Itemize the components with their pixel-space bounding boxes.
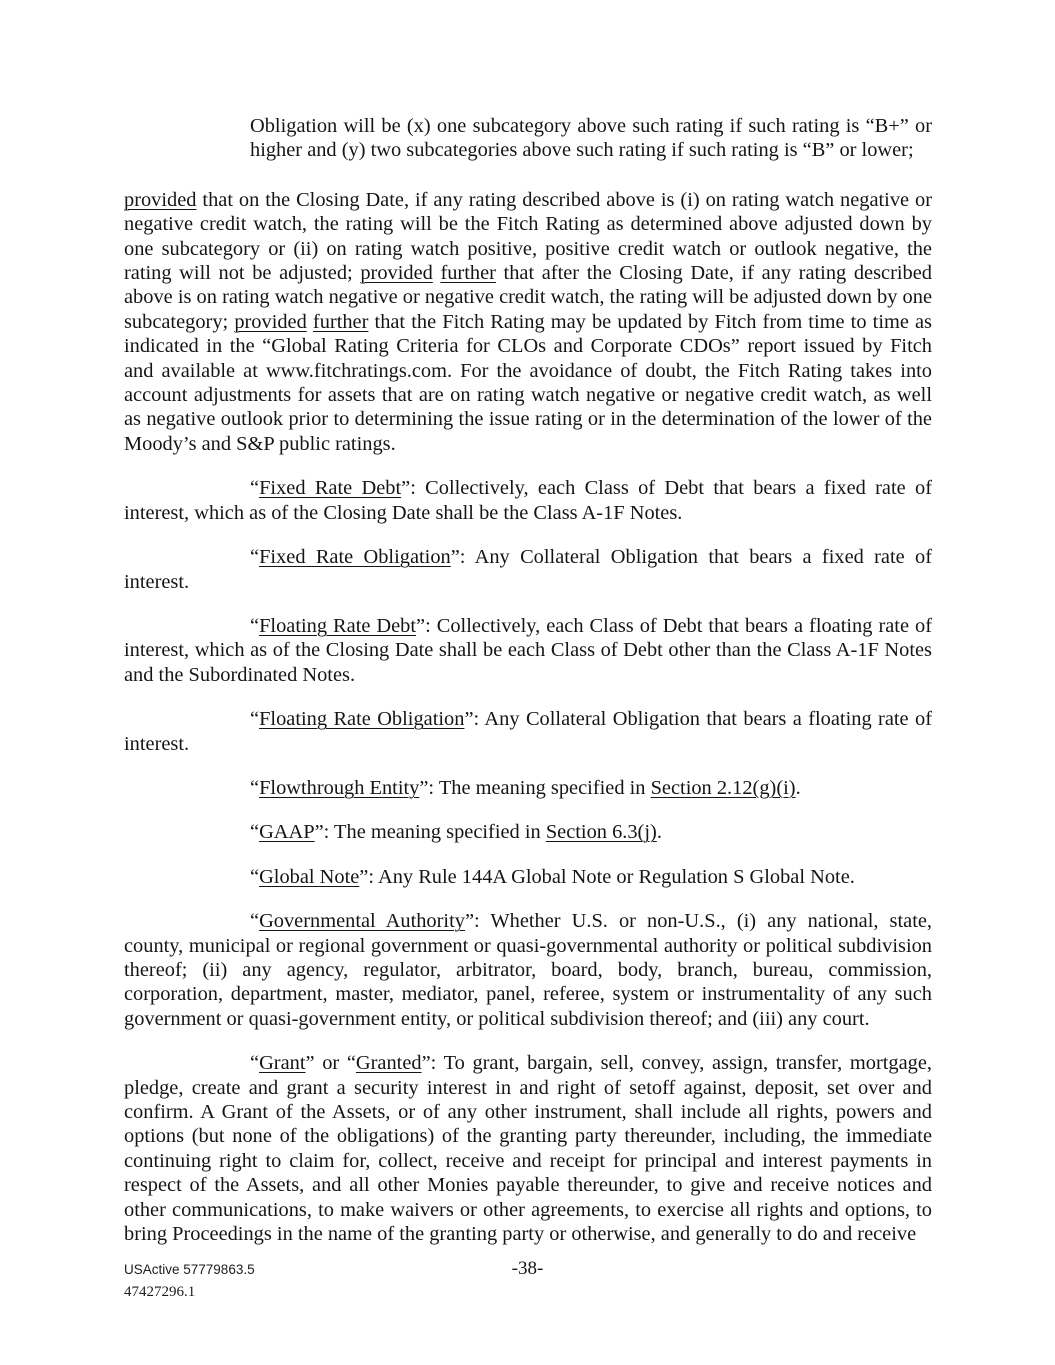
text-segment: . <box>656 821 662 844</box>
paragraph <box>124 1051 932 1246</box>
underlined-term: Flowthrough Entity <box>259 776 420 799</box>
paragraph <box>124 820 932 844</box>
text-segment: “ <box>250 776 260 799</box>
text-segment: “ <box>250 1052 260 1075</box>
underlined-term: provided <box>234 310 307 333</box>
underlined-term: Fixed Rate Debt <box>259 477 402 500</box>
underlined-term: Governmental Authority <box>259 910 465 933</box>
text-segment: “ <box>250 546 260 569</box>
text-segment: ”: Any Collateral Obligation that bears a floating rate of interest. <box>124 708 932 755</box>
text-segment: ”: Collectively, each Class of Debt that bears a floating rate of interest, which as of the Closing Date shall be each Class of Debt other than the Class A-1F Notes and the Subordinated Notes. <box>124 614 932 686</box>
text-segment: “ <box>250 614 260 637</box>
document-body <box>124 114 932 1246</box>
paragraph <box>124 909 932 1031</box>
text-segment: ”: The meaning specified in <box>419 776 651 799</box>
paragraph <box>124 188 932 456</box>
text-segment: ” or “ <box>305 1052 356 1075</box>
underlined-term: Section 6.3(j) <box>545 821 657 844</box>
footer-doc-id-primary: USActive 57779863.5 <box>124 1262 255 1277</box>
underlined-term: further <box>312 310 369 333</box>
text-segment: “ <box>250 865 260 888</box>
paragraph <box>124 776 932 800</box>
text-segment: “ <box>250 910 260 933</box>
paragraph <box>124 614 932 687</box>
underlined-term: GAAP <box>259 821 315 844</box>
text-segment: “ <box>250 477 260 500</box>
underlined-term: Grant <box>259 1052 306 1075</box>
text-segment: “ <box>250 821 260 844</box>
underlined-term: further <box>440 262 496 285</box>
page-number: -38- <box>511 1258 544 1279</box>
blockquote-paragraph <box>250 114 932 163</box>
paragraph <box>124 476 932 525</box>
text-segment: ”: Any Collateral Obligation that bears a fixed rate of interest. <box>124 546 932 593</box>
underlined-term: provided <box>360 262 433 285</box>
footer-doc-id-secondary: 47427296.1 <box>124 1284 196 1300</box>
text-segment: ”: To grant, bargain, sell, convey, assign, transfer, mortgage, pledge, create and grant a security interest in and right of setoff against, deposit, set over and confirm. A Grant of the Assets, or of any other instrument, shall include all rights, powers and options (but none of the obligations) of the granting party thereunder, including, the immediate continuing right to claim for, collect, receive and receipt for principal and interest payments in respect of the Assets, and all other Monies payable thereunder, to give and receive notices and other communications, to make waivers or other agreements, to exercise all rights and options, to bring Proceedings in the name of the granting party or otherwise, and generally to do and receive <box>124 1052 932 1246</box>
underlined-term: Fixed Rate Obligation <box>259 546 451 569</box>
paragraph <box>124 865 932 889</box>
paragraph <box>124 707 932 756</box>
underlined-term: provided <box>124 188 197 211</box>
text-segment: ”: Whether U.S. or non-U.S., (i) any national, state, county, municipal or regional government or quasi-governmental authority or political subdivision thereof; (ii) any agency, regulator, arbitrator, board, body, branch, bureau, commission, corporation, department, master, mediator, panel, referee, system or instrumentality of any such government or quasi-government entity, or political subdivision thereof; and (iii) any court. <box>124 910 933 1030</box>
text-segment: ”: Collectively, each Class of Debt that bears a fixed rate of interest, which as of the Closing Date shall be the Class A-1F Notes. <box>124 477 932 524</box>
text-segment: that after the Closing Date, if any rating described above is on rating watch negative or negative credit watch, the rating will be adjusted down by one subcategory; <box>124 262 932 333</box>
text-segment: ”: Any Rule 144A Global Note or Regulation S Global Note. <box>359 865 855 888</box>
underlined-term: Granted <box>355 1052 422 1075</box>
text-segment: that on the Closing Date, if any rating described above is (i) on rating watch negative or negative credit watch, the rating will be the Fitch Rating as determined above adjusted down by one subcategory or (ii) on rating watch positive, positive credit watch or outlook negative, the rating will not be adjusted; <box>124 188 932 285</box>
underlined-term: Floating Rate Debt <box>259 614 417 637</box>
text-segment: “ <box>250 708 260 731</box>
underlined-term: Floating Rate Obligation <box>259 708 465 731</box>
text-segment: Obligation will be (x) one subcategory above such rating if such rating is “B+” or higher and (y) two subcategories above such rating if such rating is “B” or lower; <box>250 115 932 162</box>
underlined-term: Global Note <box>259 865 360 888</box>
paragraph <box>124 545 932 594</box>
text-segment: . <box>795 776 801 799</box>
underlined-term: Section 2.12(g)(i) <box>650 776 796 799</box>
text-segment: ”: The meaning specified in <box>314 821 546 844</box>
text-segment: that the Fitch Rating may be updated by Fitch from time to time as indicated in the “Global Rating Criteria for CLOs and Corporate CDOs” report issued by Fitch and available at www.fitchratings.com. For the avoidance of doubt, the Fitch Rating takes into account adjustments for assets that are on rating watch negative or negative credit watch, as well as negative outlook prior to determining the issue rating or in the determination of the lower of the Moody’s and S&P public ratings. <box>124 310 932 455</box>
